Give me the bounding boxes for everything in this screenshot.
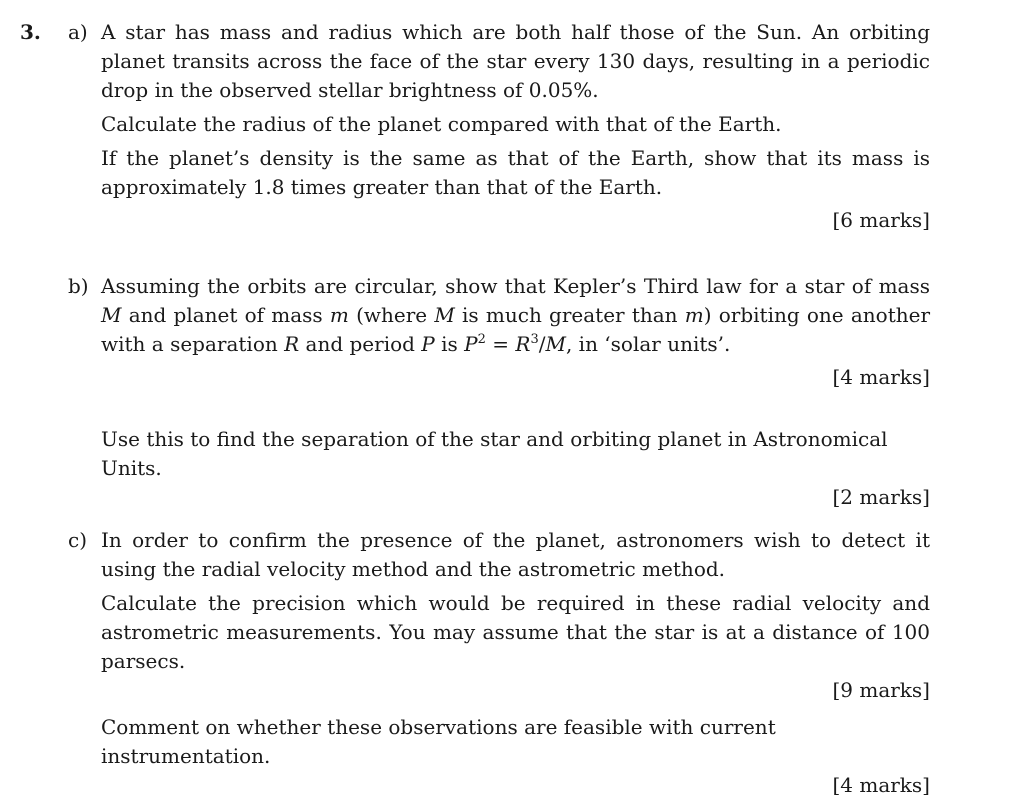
part-b-followup-text: Use this to find the separation of the star and orbiting planet in Astronomical Units. [101, 427, 888, 480]
part-c [68, 526, 930, 705]
part-c-label: c) [68, 528, 88, 552]
part-a-marks: [6 marks] [832, 208, 930, 232]
part-a-task-mass: If the planet’s density is the same as that of the Earth, show that its mass is approximately 1.8 times greater than that of the Earth. [101, 146, 930, 199]
part-c-intro: In order to confirm the presence of the planet, astronomers wish to detect it using the radial velocity method and the astrometric method. [101, 528, 930, 581]
part-b-followup [68, 425, 930, 512]
question-number: 3. [20, 20, 41, 44]
part-c-task-precision: Calculate the precision which would be required in these radial velocity and astrometric measurements. You may assume that the star is at a distance of 100 parsecs. [101, 591, 930, 673]
part-a-task-radius: Calculate the radius of the planet compared with that of the Earth. [101, 112, 782, 136]
part-a-intro: A star has mass and radius which are both half those of the Sun. An orbiting planet transits across the face of the star every 130 days, resulting in a periodic drop in the observed stellar brightness of 0.05%. [101, 20, 930, 102]
part-b-statement: Assuming the orbits are circular, show that Kepler’s Third law for a star of mass M and planet of mass m (where M is much greater than m) orbiting one another with a separation R and period P is $P^2 = R^3/M$, in ‘solar units’. [101, 274, 931, 356]
part-b-label: b) [68, 274, 89, 298]
part-a [68, 18, 930, 235]
part-c-followup-marks: [4 marks] [832, 773, 930, 797]
part-c-followup-text: Comment on whether these observations are feasible with current instrumentation. [101, 715, 776, 768]
part-b [68, 272, 930, 392]
part-c-marks: [9 marks] [832, 678, 930, 702]
part-c-followup [68, 713, 930, 800]
part-b-marks: [4 marks] [832, 365, 930, 389]
part-a-label: a) [68, 20, 88, 44]
part-b-followup-marks: [2 marks] [832, 485, 930, 509]
